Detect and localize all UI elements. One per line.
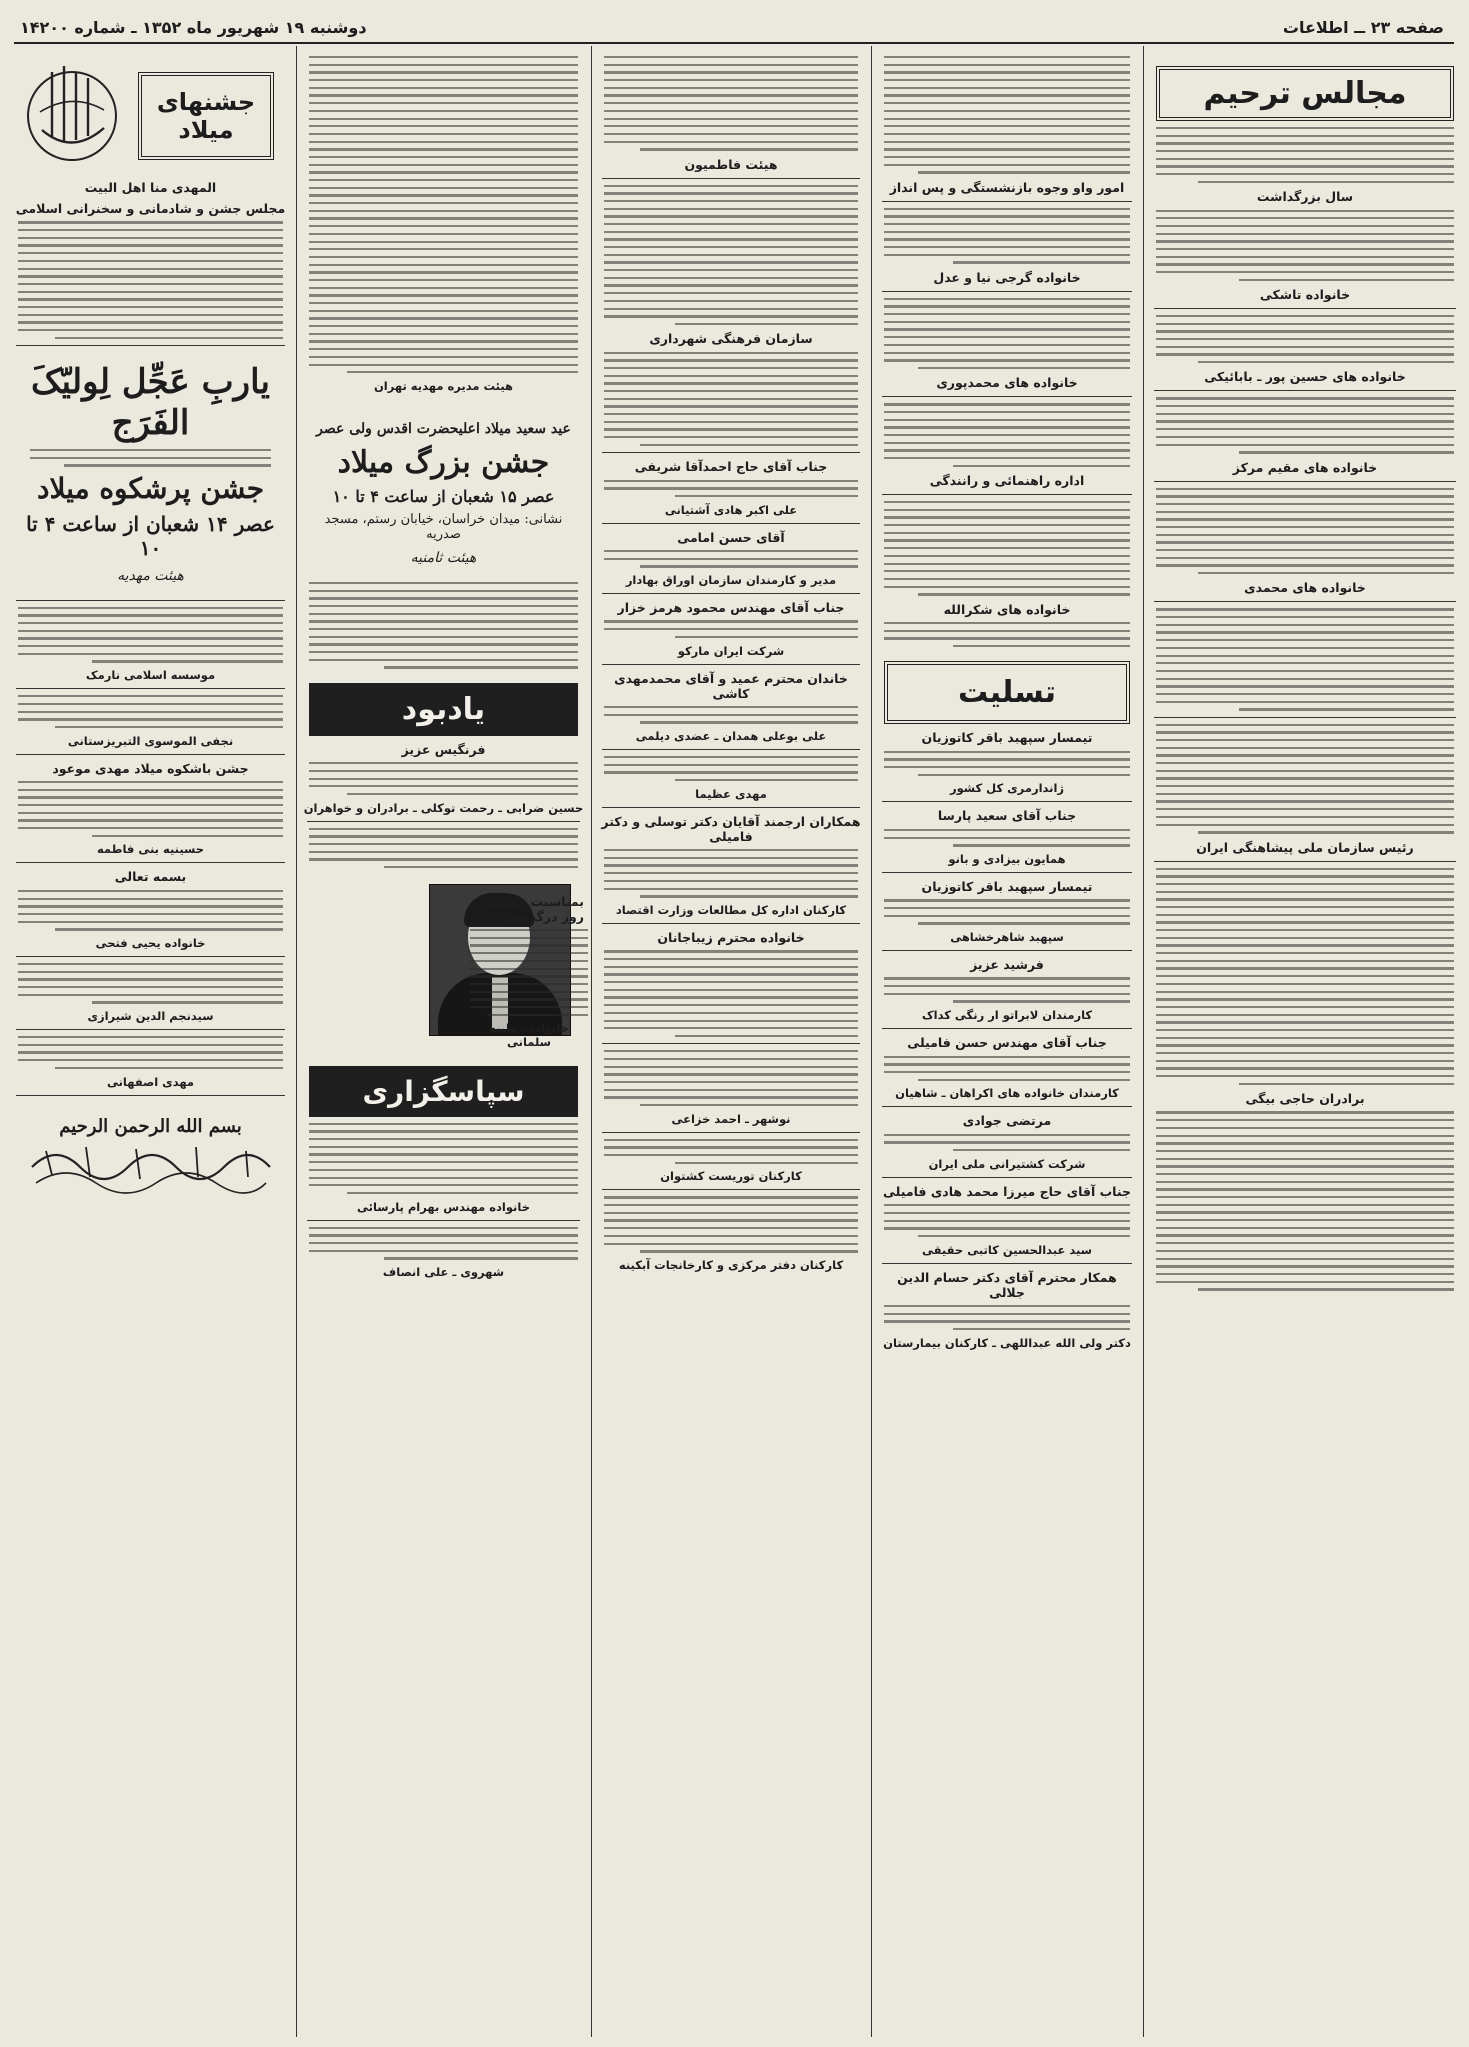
notice-title: خانواده های محمدی (1244, 580, 1366, 596)
ad-title: جشن بزرگ میلاد (337, 444, 550, 480)
notice-title: جناب آقای حاج میرزا محمد هادی فامیلی (883, 1183, 1131, 1199)
column-divider (871, 46, 872, 2037)
notice-title: المهدی منا اهل البیت (84, 180, 217, 195)
farajak-ad (14, 354, 287, 592)
notice-signature: حسین ضرابی ـ رحمت توکلی ـ برادران و خواهران (303, 800, 584, 815)
notice-title: رئیس سازمان ملی پیشاهنگی ایران (1196, 839, 1414, 855)
header-page-label: صفحه ۲۳ ــ اطلاعات (1282, 18, 1444, 37)
notice-signature: نوشهر ـ احمد خزاعی (671, 1111, 791, 1126)
notice-signature: سید عبدالحسین کاتبی حقیقی (922, 1242, 1092, 1257)
column-divider (1143, 46, 1144, 2037)
page-header (14, 18, 1454, 44)
notice-signature: علی اکبر هادی آشتیانی (664, 502, 798, 517)
column-divider (296, 46, 297, 2037)
ad-signature: هیئت ثامنیه (410, 549, 477, 566)
notice-title: خانواده تاشکی (1259, 286, 1351, 302)
notice-signature: حسینیه بنی فاطمه (96, 842, 205, 857)
notice-title: تیمسار سپهبد باقر کاتوزیان (921, 730, 1093, 746)
notice-signature: علی بوعلی همدان ـ عضدی دیلمی (635, 728, 827, 743)
notice-signature: کارکنان توریست کشتوان (660, 1169, 802, 1184)
majales-heading: مجالس ترحیم (1156, 66, 1454, 121)
notice-signature: خانواده مهندس بهرام پارسائی (357, 1199, 530, 1214)
notice-title: مجلس جشن و شادمانی و سخنرانی اسلامی (15, 201, 286, 216)
notice-title: تیمسار سپهبد باقر کاتوزیان (921, 878, 1093, 894)
portrait-block (299, 874, 588, 1060)
jashn-header-row (8, 46, 293, 174)
notice-title: مرتضی جوادی (962, 1113, 1052, 1129)
notice-title: جناب آقای مهندس حسن فامیلی (907, 1035, 1107, 1051)
notice-signature: شهروی ـ علی انصاف (382, 1265, 505, 1279)
calligraphy-scribble-icon (26, 1137, 276, 1197)
notice-title: سال بزرگداشت (1256, 189, 1354, 205)
notice-signature: سیدنجم الدین شیرازی (87, 1009, 214, 1024)
notice-title: فرشید عزیز (970, 957, 1044, 973)
notice-title: همکار محترم آقای دکتر حسام الدین جلالی (897, 1269, 1117, 1300)
header-date-line: دوشنبه ۱۹ شهریور ماه ۱۳۵۲ ـ شماره ۱۴۲۰۰ (20, 18, 367, 37)
yadbood-heading: یادبود (309, 683, 578, 736)
notice-title: خانواده محترم زیباجانان (657, 929, 805, 945)
notice-signature: کارمندان لابراتو ار رنگی کداک (921, 1008, 1093, 1023)
notice-title: بمناسبت چهلمین روز درگذشت (479, 893, 584, 924)
tasliyat-heading: تسلیت (884, 661, 1130, 724)
notice-title: فرنگیس عزیز (401, 741, 486, 757)
notice-signature: ژاندارمری کل کشور (949, 781, 1065, 796)
notice-title: همکاران ارجمند آقایان دکتر توسلی و دکتر فامیلی (601, 813, 861, 844)
ad-subtitle: جشن پرشکوه میلاد (36, 472, 265, 506)
notice-title: امور واو وجوه بازنشستگی و پس انداز (889, 179, 1125, 195)
column-ads (299, 46, 588, 2037)
ad-time: عصر ۱۴ شعبان از ساعت ۴ تا ۱۰ (26, 511, 275, 560)
notice-title: سازمان فرهنگی شهرداری (649, 331, 813, 347)
ad-signature: هیئت مهدیه (117, 567, 184, 584)
notice-signature: کارکنان اداره کل مطالعات وزارت اقتصاد (615, 902, 847, 917)
notice-title: اداره راهنمائی و رانندگی (929, 473, 1085, 488)
notice-signature: مهدی عظیما (695, 786, 767, 801)
ad-place: نشانی: میدان خراسان، خیابان رستم، مسجد صدریه (324, 511, 563, 542)
notice-title: برادران حاجی بیگی (1245, 1091, 1365, 1107)
notice-title: آقای حسن امامی (677, 529, 785, 545)
notice-title: هیئت فاطمیون (684, 156, 778, 172)
notice-title: خانواده های محمدپوری (936, 375, 1078, 391)
notice-signature: کارکنان دفتر مرکزی و کارخانجات آبکینه (618, 1257, 844, 1272)
notice-signature: سپهبد شاهرخشاهی (950, 930, 1064, 945)
column-jashn (8, 46, 293, 2037)
jashn-bozorg-ad (305, 407, 582, 574)
notice-title: خاندان محترم عمید و آقای محمدمهدی کاشی (614, 670, 848, 701)
calligraphy-ad (14, 1102, 287, 1209)
notice-signature: همایون بیزادی و بانو (948, 851, 1066, 866)
column-majales (1146, 46, 1464, 2037)
notice-title: جناب آقای حاج احمدآقا شریفی (634, 459, 828, 475)
notice-title: خانواده های مقیم مرکز (1232, 459, 1378, 475)
calligraphy-emblem-icon (12, 52, 132, 172)
notice-signature: نجفی الموسوی التبریزستانی (67, 733, 234, 748)
ad-intro: عید سعید میلاد اعلیحضرت اقدس ولی عصر (316, 420, 571, 437)
ad-title: یاربِ عَجِّل لِولیّکَ الفَرَج (31, 362, 270, 443)
notice-signature: شرکت ایران مارکو (677, 643, 785, 658)
column-mid-left (594, 46, 868, 2037)
notice-title: جناب آقای سعید پارسا (937, 808, 1077, 824)
ad-time: عصر ۱۵ شعبان از ساعت ۴ تا ۱۰ (332, 486, 555, 506)
notice-title: خانواده های شکرالله (943, 601, 1071, 617)
notice-signature: مهدی اصفهانی (106, 1074, 195, 1089)
notice-title: خانواده های حسین پور ـ بابائیکی (1204, 369, 1406, 385)
notice-signature: دکتر ولی الله عبداللهی ـ کارکنان بیمارستان (883, 1335, 1131, 1350)
notice-signature: هیئت مدیره مهدیه تهران (373, 378, 514, 393)
notice-signature: شرکت کشتیرانی ملی ایران (928, 1156, 1086, 1171)
sepas-heading: سپاسگزاری (309, 1066, 578, 1117)
jashn-heading: جشنهای میلاد (138, 72, 274, 160)
notice-title: خانواده گرجی نیا و عدل (933, 269, 1081, 285)
ad-calligraphy: بسم الله الرحمن الرحیم (59, 1115, 242, 1137)
notice-title: جشن باشکوه میلاد مهدی موعود (52, 760, 249, 776)
column-mid-right (874, 46, 1140, 2037)
notice-signature: مدیر و کارمندان سازمان اوراق بهادار (625, 573, 837, 588)
notice-signature: خانواده یحیی فتحی (95, 935, 206, 950)
notice-signature: موسسه اسلامی نارمک (85, 668, 216, 683)
notice-title: بسمه تعالی (114, 869, 187, 885)
notice-signature: کارمندان خانواده های اکراهان ـ شاهیان (895, 1086, 1119, 1101)
notice-title: جناب آقای مهندس محمود هرمز خزار (617, 600, 845, 616)
notice-signature: خانواده ـ طیبه سلمانی (489, 1021, 569, 1050)
column-divider (591, 46, 592, 2037)
